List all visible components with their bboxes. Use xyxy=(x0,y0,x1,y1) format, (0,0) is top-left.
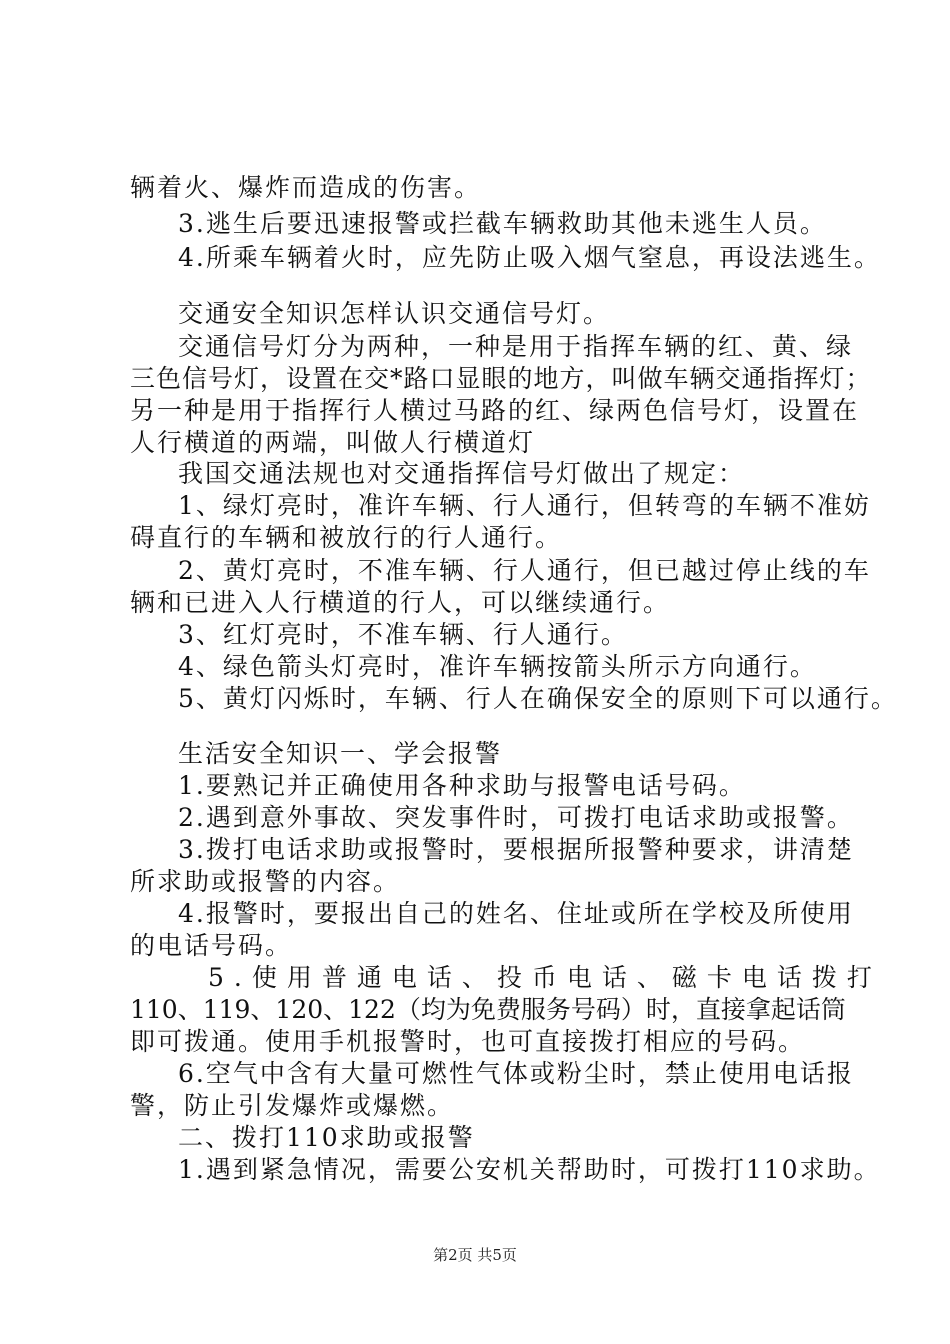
list-item: 5.使用普通电话、投币电话、磁卡电话拨打 xyxy=(208,963,882,992)
list-item: 1.遇到紧急情况，需要公安机关帮助时，可拨打110求助。 xyxy=(178,1155,881,1184)
list-item: 6.空气中含有大量可燃性气体或粉尘时，禁止使用电话报 xyxy=(178,1059,854,1088)
list-item: 1.要熟记并正确使用各种求助与报警电话号码。 xyxy=(178,771,746,800)
paragraph-line: 交通信号灯分为两种，一种是用于指挥车辆的红、黄、绿 xyxy=(178,332,854,361)
paragraph-line: 另一种是用于指挥行人横过马路的红、绿两色信号灯，设置在 xyxy=(130,396,860,425)
list-item-continuation: 辆和已进入人行横道的行人，可以继续通行。 xyxy=(130,588,671,617)
list-item-continuation: 110、119、120、122（均为免费服务号码）时，直接拿起话筒 xyxy=(130,995,846,1024)
page-number: 第2页 共5页 xyxy=(433,1246,517,1264)
paragraph-line: 我国交通法规也对交通指挥信号灯做出了规定： xyxy=(178,459,746,488)
list-item: 4.所乘车辆着火时，应先防止吸入烟气窒息，再设法逃生。 xyxy=(178,243,881,272)
list-item-continuation: 的电话号码。 xyxy=(130,931,293,960)
paragraph-line: 人行横道的两端，叫做人行横道灯 xyxy=(130,428,536,457)
list-item: 4.报警时，要报出自己的姓名、住址或所在学校及所使用 xyxy=(178,899,854,928)
list-item: 5、黄灯闪烁时，车辆、行人在确保安全的原则下可以通行。 xyxy=(178,684,898,713)
list-item: 3、红灯亮时，不准车辆、行人通行。 xyxy=(178,620,628,649)
section-heading: 交通安全知识怎样认识交通信号灯。 xyxy=(178,299,611,328)
paragraph-line: 三色信号灯，设置在交*路口显眼的地方，叫做车辆交通指挥灯； xyxy=(130,364,872,393)
list-item: 3.逃生后要迅速报警或拦截车辆救助其他未逃生人员。 xyxy=(178,209,827,238)
paragraph-line: 辆着火、爆炸而造成的伤害。 xyxy=(130,173,482,202)
section-heading: 生活安全知识一、学会报警 xyxy=(178,739,503,768)
list-item: 1、绿灯亮时，准许车辆、行人通行，但转弯的车辆不准妨 xyxy=(178,491,871,520)
list-item: 2.遇到意外事故、突发事件时，可拨打电话求助或报警。 xyxy=(178,803,854,832)
list-item-continuation: 即可拨通。使用手机报警时，也可直接拨打相应的号码。 xyxy=(130,1027,806,1056)
list-item-continuation: 碍直行的车辆和被放行的行人通行。 xyxy=(130,523,563,552)
list-item: 2、黄灯亮时，不准车辆、行人通行，但已越过停止线的车 xyxy=(178,556,871,585)
subsection-heading: 二、拨打110求助或报警 xyxy=(178,1123,475,1152)
list-item-continuation: 警，防止引发爆炸或爆燃。 xyxy=(130,1091,455,1120)
list-item: 4、绿色箭头灯亮时，准许车辆按箭头所示方向通行。 xyxy=(178,652,817,681)
list-item: 3.拨打电话求助或报警时，要根据所报警种要求，讲清楚 xyxy=(178,835,854,864)
list-item-continuation: 所求助或报警的内容。 xyxy=(130,867,401,896)
